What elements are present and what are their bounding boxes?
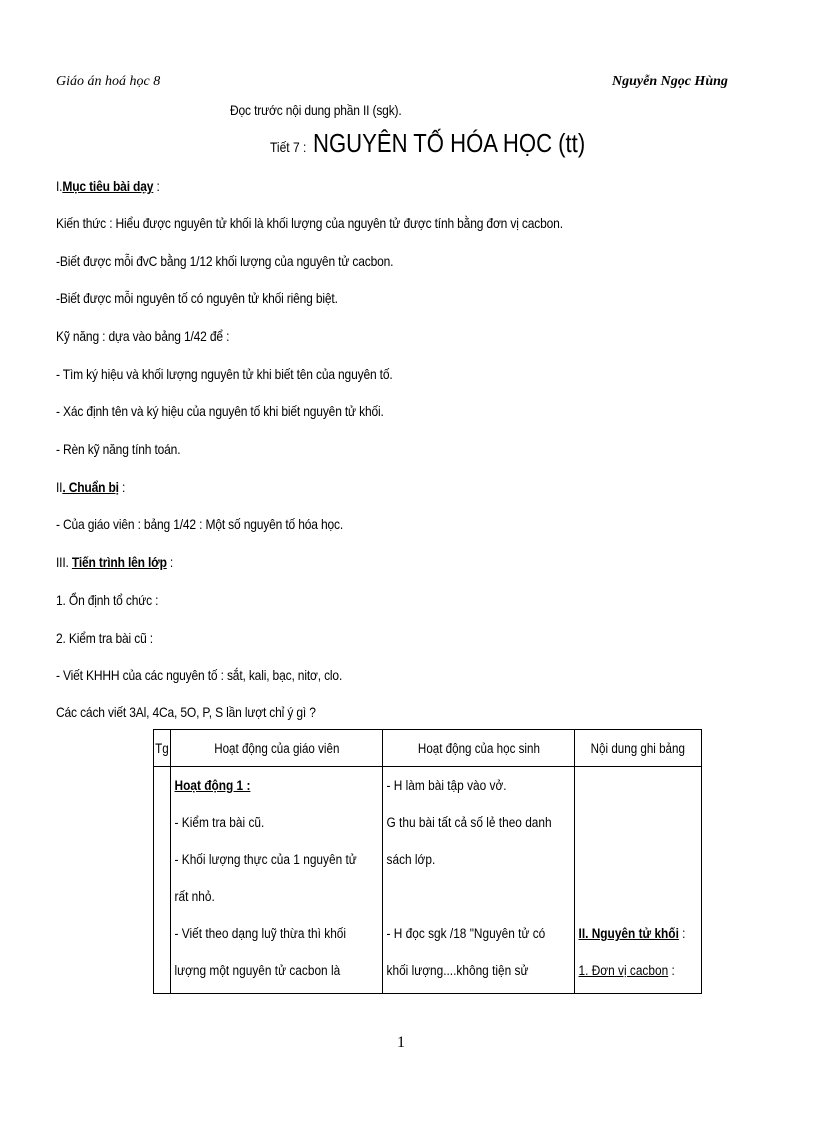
step-line: 1. Ổn định tổ chức :: [56, 592, 159, 608]
objective-line: - Xác định tên và ký hiệu của nguyên tố khi biết nguyên tử khối.: [56, 403, 384, 419]
section-1-heading: [56, 178, 160, 194]
section-2-title: . Chuẩn bị: [62, 479, 119, 495]
board-content-cell: [575, 767, 702, 994]
activity-title: Hoạt động 1 :: [174, 778, 251, 793]
teacher-line: lượng một nguyên tử cacbon là: [174, 963, 340, 978]
header-student-activity: Hoạt động của học sinh: [382, 730, 575, 767]
step-line: - Viết KHHH của các nguyên tố : sắt, kali, bạc, nitơ, clo.: [56, 667, 343, 683]
objective-line: Kiến thức : Hiểu được nguyên tử khối là khối lượng của nguyên tử được tính bằng đơn vị cacbon.: [56, 215, 563, 231]
student-line: [383, 878, 552, 915]
teacher-line: - Viết theo dạng luỹ thừa thì khối: [174, 926, 346, 941]
section-3-colon: :: [166, 554, 174, 570]
intro-text: Đọc trước nội dung phần II (sgk).: [230, 102, 402, 118]
board-subheading: 1. Đơn vị cacbon :: [579, 963, 676, 978]
board-heading: II. Nguyên tử khối :: [579, 926, 686, 941]
teacher-line: - Kiểm tra bài cũ.: [174, 815, 265, 830]
header-time: Tg: [154, 730, 171, 767]
section-2-colon: :: [118, 479, 126, 495]
teacher-line: rất nhỏ.: [174, 889, 215, 904]
teacher-line: - Khối lượng thực của 1 nguyên tử: [174, 852, 357, 867]
section-3-heading: [56, 554, 173, 570]
section-2-number: II: [56, 479, 63, 495]
section-3-title: Tiến trình lên lớp: [71, 554, 167, 570]
header-teacher-activity: Hoạt động của giáo viên: [170, 730, 382, 767]
section-3-number: III.: [56, 554, 72, 570]
lesson-plan-table: [153, 729, 702, 994]
objective-line: - Rèn kỹ năng tính toán.: [56, 441, 181, 457]
objective-line: -Biết được mỗi nguyên tố có nguyên tử khối riêng biệt.: [56, 290, 338, 306]
time-cell: [154, 767, 171, 994]
step-line: 2. Kiểm tra bài cũ :: [56, 630, 153, 646]
student-line: sách lớp.: [386, 852, 436, 867]
step-line: Các cách viết 3Al, 4Ca, 5O, P, S lần lượt chỉ ý gì ?: [56, 704, 316, 720]
table-header-row: [154, 730, 702, 767]
student-line: - H đọc sgk /18 "Nguyên tử có: [386, 926, 546, 941]
student-line: khối lượng....không tiện sử: [386, 963, 529, 978]
header-board-content: Nội dung ghi bảng: [575, 730, 702, 767]
student-activity-cell: [382, 767, 575, 994]
objective-line: Kỹ năng : dựa vào bảng 1/42 để :: [56, 328, 230, 344]
page-number: 1: [397, 1034, 405, 1051]
prep-line: - Của giáo viên : bảng 1/42 : Một số nguyên tố hóa học.: [56, 516, 344, 532]
objective-line: -Biết được mỗi đvC bằng 1/12 khối lượng của nguyên tử cacbon.: [56, 253, 394, 269]
lesson-title: [270, 128, 633, 159]
lesson-heading: NGUYÊN TỐ HÓA HỌC (tt): [312, 128, 585, 158]
objective-line: - Tìm ký hiệu và khối lượng nguyên tử khi biết tên của nguyên tố.: [56, 366, 393, 382]
teacher-activity-cell: [170, 767, 382, 994]
student-line: - H làm bài tập vào vở.: [386, 778, 507, 793]
section-1-title: Mục tiêu bài dạy: [62, 178, 154, 194]
header-left: Giáo án hoá học 8: [56, 74, 161, 89]
section-1-colon: :: [153, 178, 160, 194]
header-right: Nguyễn Ngọc Hùng: [612, 74, 728, 89]
lesson-prefix: Tiết 7 :: [270, 139, 307, 155]
section-1-number: I.: [56, 178, 63, 194]
table-row: [154, 767, 702, 994]
section-2-heading: [56, 479, 125, 495]
student-line: G thu bài tất cả số lẻ theo danh: [386, 815, 552, 830]
